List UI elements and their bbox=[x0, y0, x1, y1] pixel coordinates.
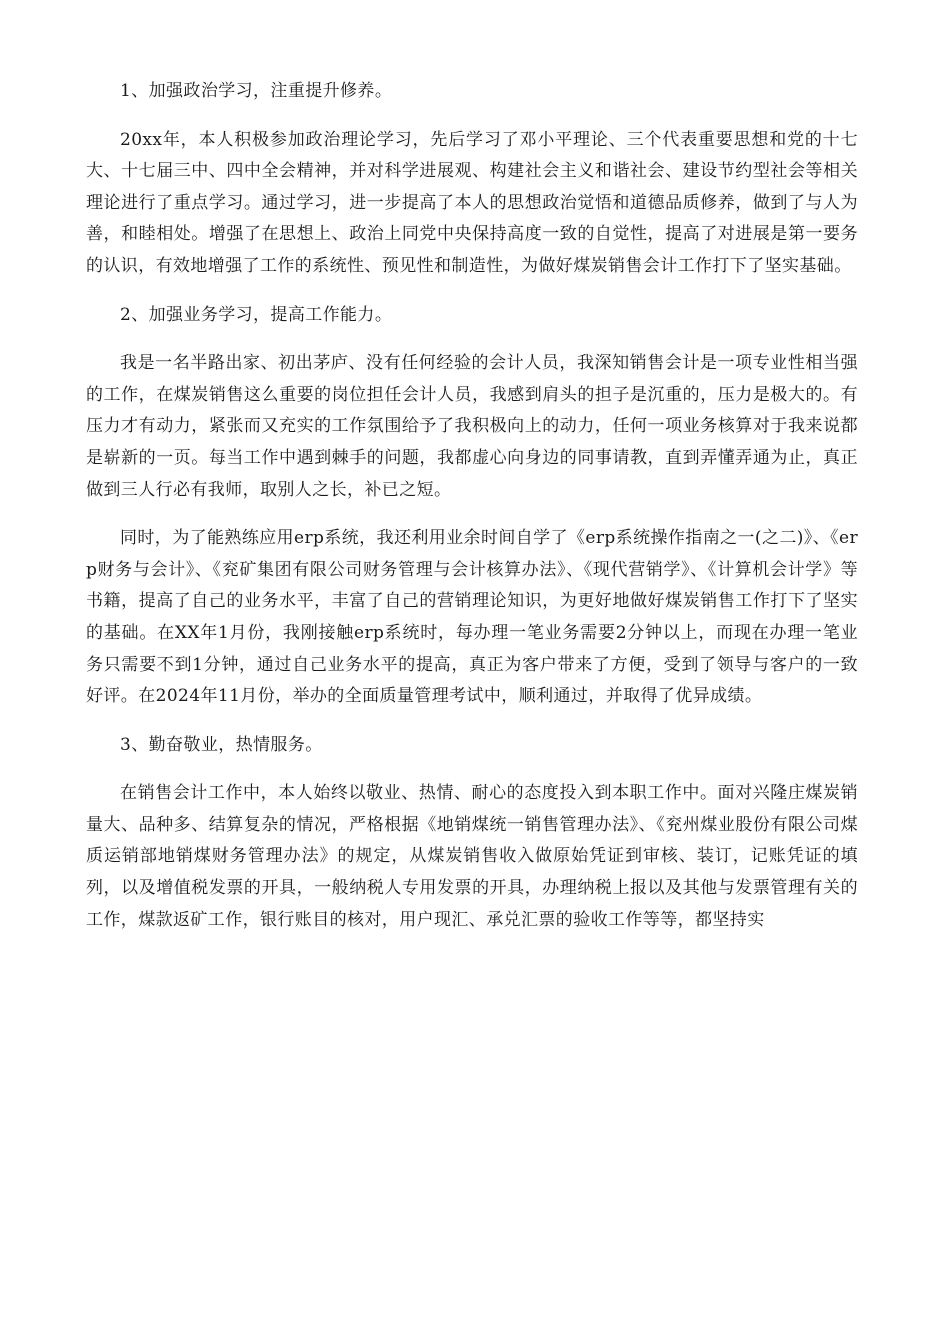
section-heading-2: 2、加强业务学习，提高工作能力。 bbox=[120, 304, 393, 325]
document-body bbox=[86, 76, 858, 953]
paragraph-erp-study: 同时，为了能熟练应用erp系统，我还利用业余时间自学了《erp系统操作指南之一(之二)》、《erp财务与会计》、《兖矿集团有限公司财务管理与会计核算办法》、《现代营销学》、《计算机会计学》等书籍，提高了自己的业务水平，丰富了自己的营销理论知识，为更好地做好煤炭销售工作打下了坚实的基础。在XX年1月份，我刚接触erp系统时，每办理一笔业务需要2分钟以上，而现在办理一笔业务只需要不到1分钟，通过自己业务水平的提高，真正为客户带来了方便，受到了领导与客户的一致好评。在2024年11月份，举办的全面质量管理考试中，顺利通过，并取得了优异成绩。 bbox=[86, 528, 858, 707]
paragraph-diligent-service: 在销售会计工作中，本人始终以敬业、热情、耐心的态度投入到本职工作中。面对兴隆庄煤炭销量大、品种多、结算复杂的情况，严格根据《地销煤统一销售管理办法》、《兖州煤业股份有限公司煤质运销部地销煤财务管理办法》的规定，从煤炭销售收入做原始凭证到审核、装订，记账凭证的填列，以及增值税发票的开具，一般纳税人专用发票的开具，办理纳税上报以及其他与发票管理有关的工作，煤款返矿工作，银行账目的核对，用户现汇、承兑汇票的验收工作等等，都坚持实 bbox=[86, 783, 858, 930]
section-heading-3: 3、勤奋敬业，热情服务。 bbox=[120, 734, 323, 755]
paragraph-business-study: 我是一名半路出家、初出茅庐、没有任何经验的会计人员，我深知销售会计是一项专业性相当强的工作，在煤炭销售这么重要的岗位担任会计人员，我感到肩头的担子是沉重的，压力是极大的。有压力才有动力，紧张而又充实的工作氛围给予了我积极向上的动力，任何一项业务核算对于我来说都是崭新的一页。每当工作中遇到棘手的问题，我都虚心向身边的同事请教，直到弄懂弄通为止，真正做到三人行必有我师，取别人之长，补已之短。 bbox=[86, 353, 858, 500]
paragraph-political-study: 20xx年，本人积极参加政治理论学习，先后学习了邓小平理论、三个代表重要思想和党的十七大、十七届三中、四中全会精神，并对科学进展观、构建社会主义和谐社会、建设节约型社会等相关理论进行了重点学习。通过学习，进一步提高了本人的思想政治觉悟和道德品质修养，做到了与人为善，和睦相处。增强了在思想上、政治上同党中央保持高度一致的自觉性，提高了对进展是第一要务的认识，有效地增强了工作的系统性、预见性和制造性，为做好煤炭销售会计工作打下了坚实基础。 bbox=[86, 129, 858, 276]
section-heading-1: 1、加强政治学习，注重提升修养。 bbox=[120, 81, 393, 101]
